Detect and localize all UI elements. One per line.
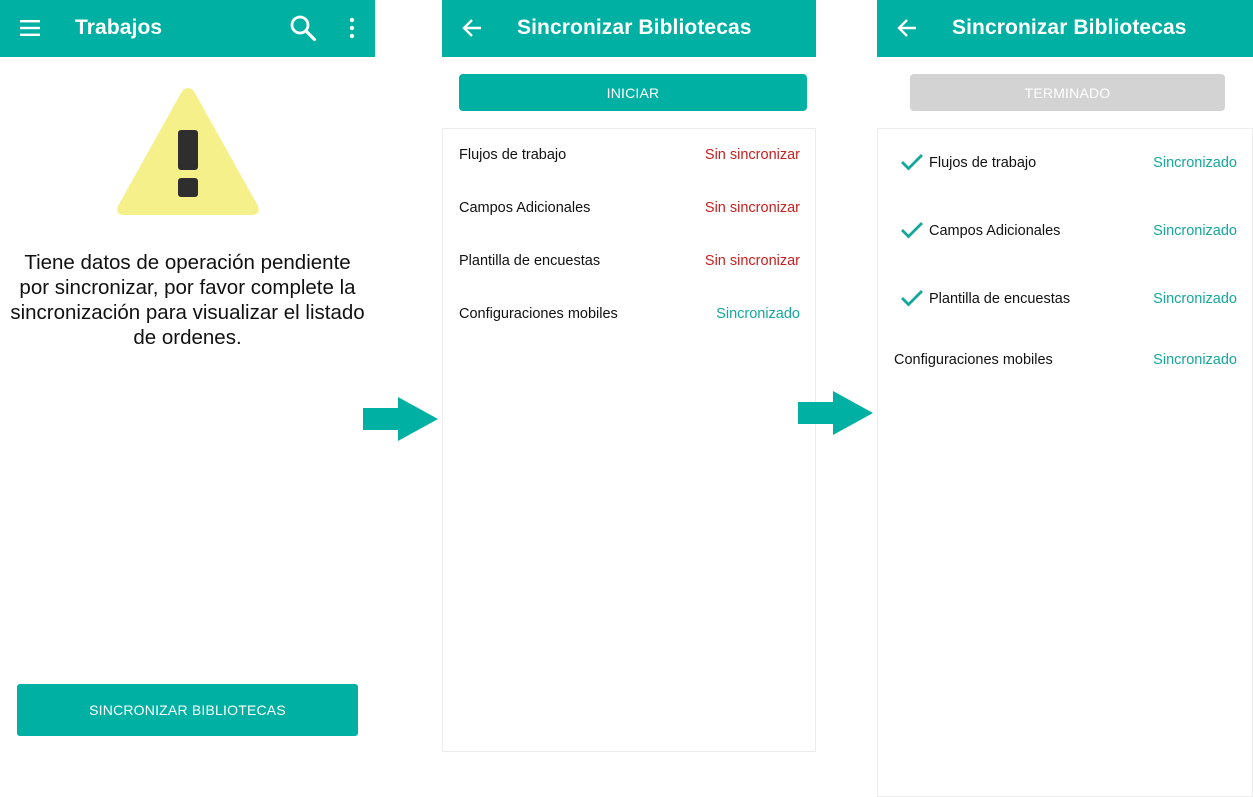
check-icon [900,221,924,239]
page-title: Sincronizar Bibliotecas [517,16,752,39]
arrow-back-icon[interactable] [458,14,486,42]
status-text: Sincronizado [1153,223,1237,239]
library-list [877,128,1253,797]
library-label: Flujos de trabajo [929,155,1037,171]
status-text: Sincronizado [1153,352,1237,368]
arrow-right-icon [797,390,875,443]
library-label: Plantilla de encuestas [459,253,601,269]
start-button[interactable]: INICIAR [459,74,807,111]
search-icon[interactable] [289,14,317,42]
more-vert-icon[interactable] [338,14,366,42]
app-bar [0,0,375,57]
library-label: Campos Adicionales [929,223,1061,239]
library-label: Plantilla de encuestas [929,291,1071,307]
sync-libraries-button[interactable]: SINCRONIZAR BIBLIOTECAS [17,684,358,736]
status-text: Sin sincronizar [704,253,800,269]
pending-sync-message: Tiene datos de operación pendiente por sincronizar, por favor complete la sincronización para visualizar el listado de ordenes. [10,251,365,349]
status-text: Sincronizado [716,306,800,322]
jobs-screen [0,0,375,797]
arrow-right-icon [362,396,440,449]
sync-libraries-screen-done [877,0,1253,797]
status-text: Sincronizado [1153,155,1237,171]
page-title: Sincronizar Bibliotecas [952,16,1187,39]
library-list [442,128,816,752]
library-label: Configuraciones mobiles [459,306,618,322]
arrow-back-icon[interactable] [893,14,921,42]
hamburger-menu-icon[interactable] [16,14,44,42]
status-text: Sincronizado [1153,291,1237,307]
library-label: Configuraciones mobiles [894,352,1053,368]
sync-libraries-screen-start [442,0,816,752]
warning-icon [112,84,264,220]
page-title: Trabajos [75,16,163,39]
done-button[interactable]: TERMINADO [910,74,1225,111]
library-label: Campos Adicionales [459,200,591,216]
check-icon [900,153,924,171]
library-label: Flujos de trabajo [459,147,567,163]
app-bar [877,0,1253,57]
status-text: Sin sincronizar [704,147,800,163]
status-text: Sin sincronizar [704,200,800,216]
check-icon [900,289,924,307]
app-bar [442,0,816,57]
